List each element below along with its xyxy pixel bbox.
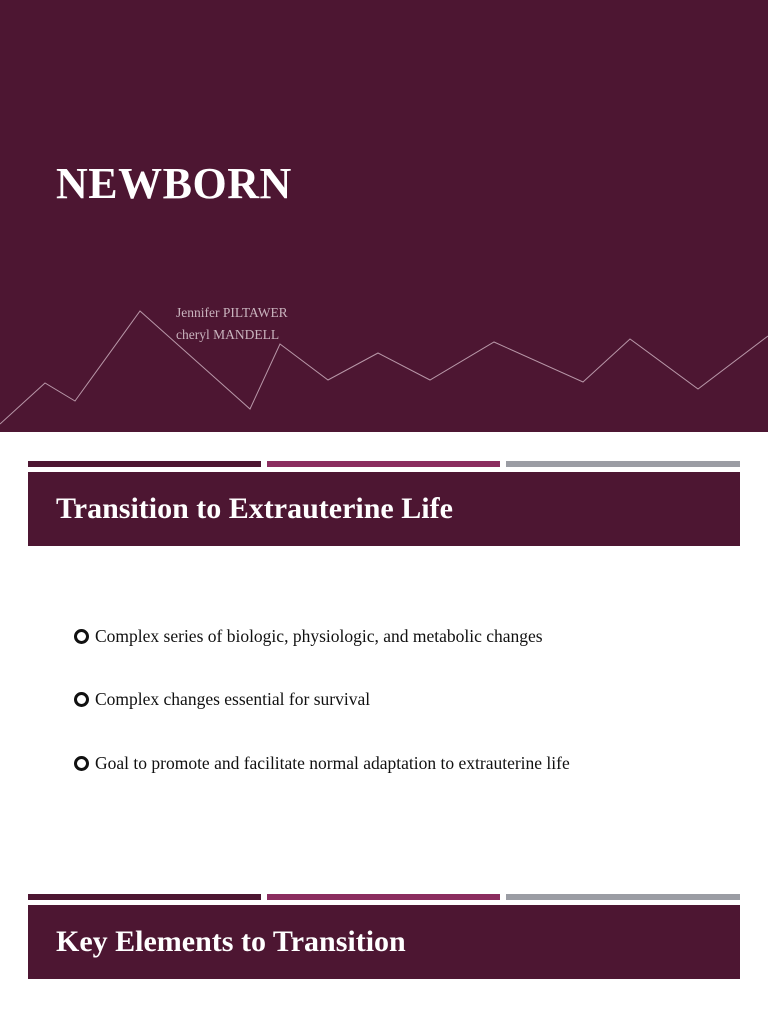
color-bar-segment — [28, 461, 261, 467]
decorative-color-bars — [28, 894, 740, 900]
presentation-title: NEWBORN — [56, 159, 292, 208]
color-bar-segment — [267, 894, 500, 900]
color-bar-segment — [28, 894, 261, 900]
color-bar-segment — [267, 461, 500, 467]
zigzag-line-decoration — [0, 0, 768, 432]
bullet-text: Goal to promote and facilitate normal adaptation to extrauterine life — [95, 752, 570, 773]
bullet-item — [74, 622, 543, 650]
ring-bullet-icon — [74, 629, 89, 644]
slide-heading: Transition to Extrauterine Life — [56, 492, 453, 525]
bullet-text: Complex changes essential for survival — [95, 688, 371, 709]
bullet-text: Complex series of biologic, physiologic, and metabolic changes — [95, 625, 543, 646]
color-bar-segment — [506, 461, 740, 467]
author-name: Jennifer PILTAWER — [176, 305, 288, 320]
ring-bullet-icon — [74, 756, 89, 771]
title-slide — [0, 0, 768, 432]
color-bar-segment — [506, 894, 740, 900]
bullet-item — [74, 685, 370, 713]
decorative-color-bars — [28, 461, 740, 467]
slide-title-banner — [28, 905, 740, 979]
slide-title-banner — [28, 472, 740, 546]
slide-heading: Key Elements to Transition — [56, 925, 406, 958]
ring-bullet-icon — [74, 692, 89, 707]
author-list — [176, 302, 288, 346]
author-name: cheryl MANDELL — [176, 327, 280, 342]
bullet-item — [74, 749, 570, 777]
